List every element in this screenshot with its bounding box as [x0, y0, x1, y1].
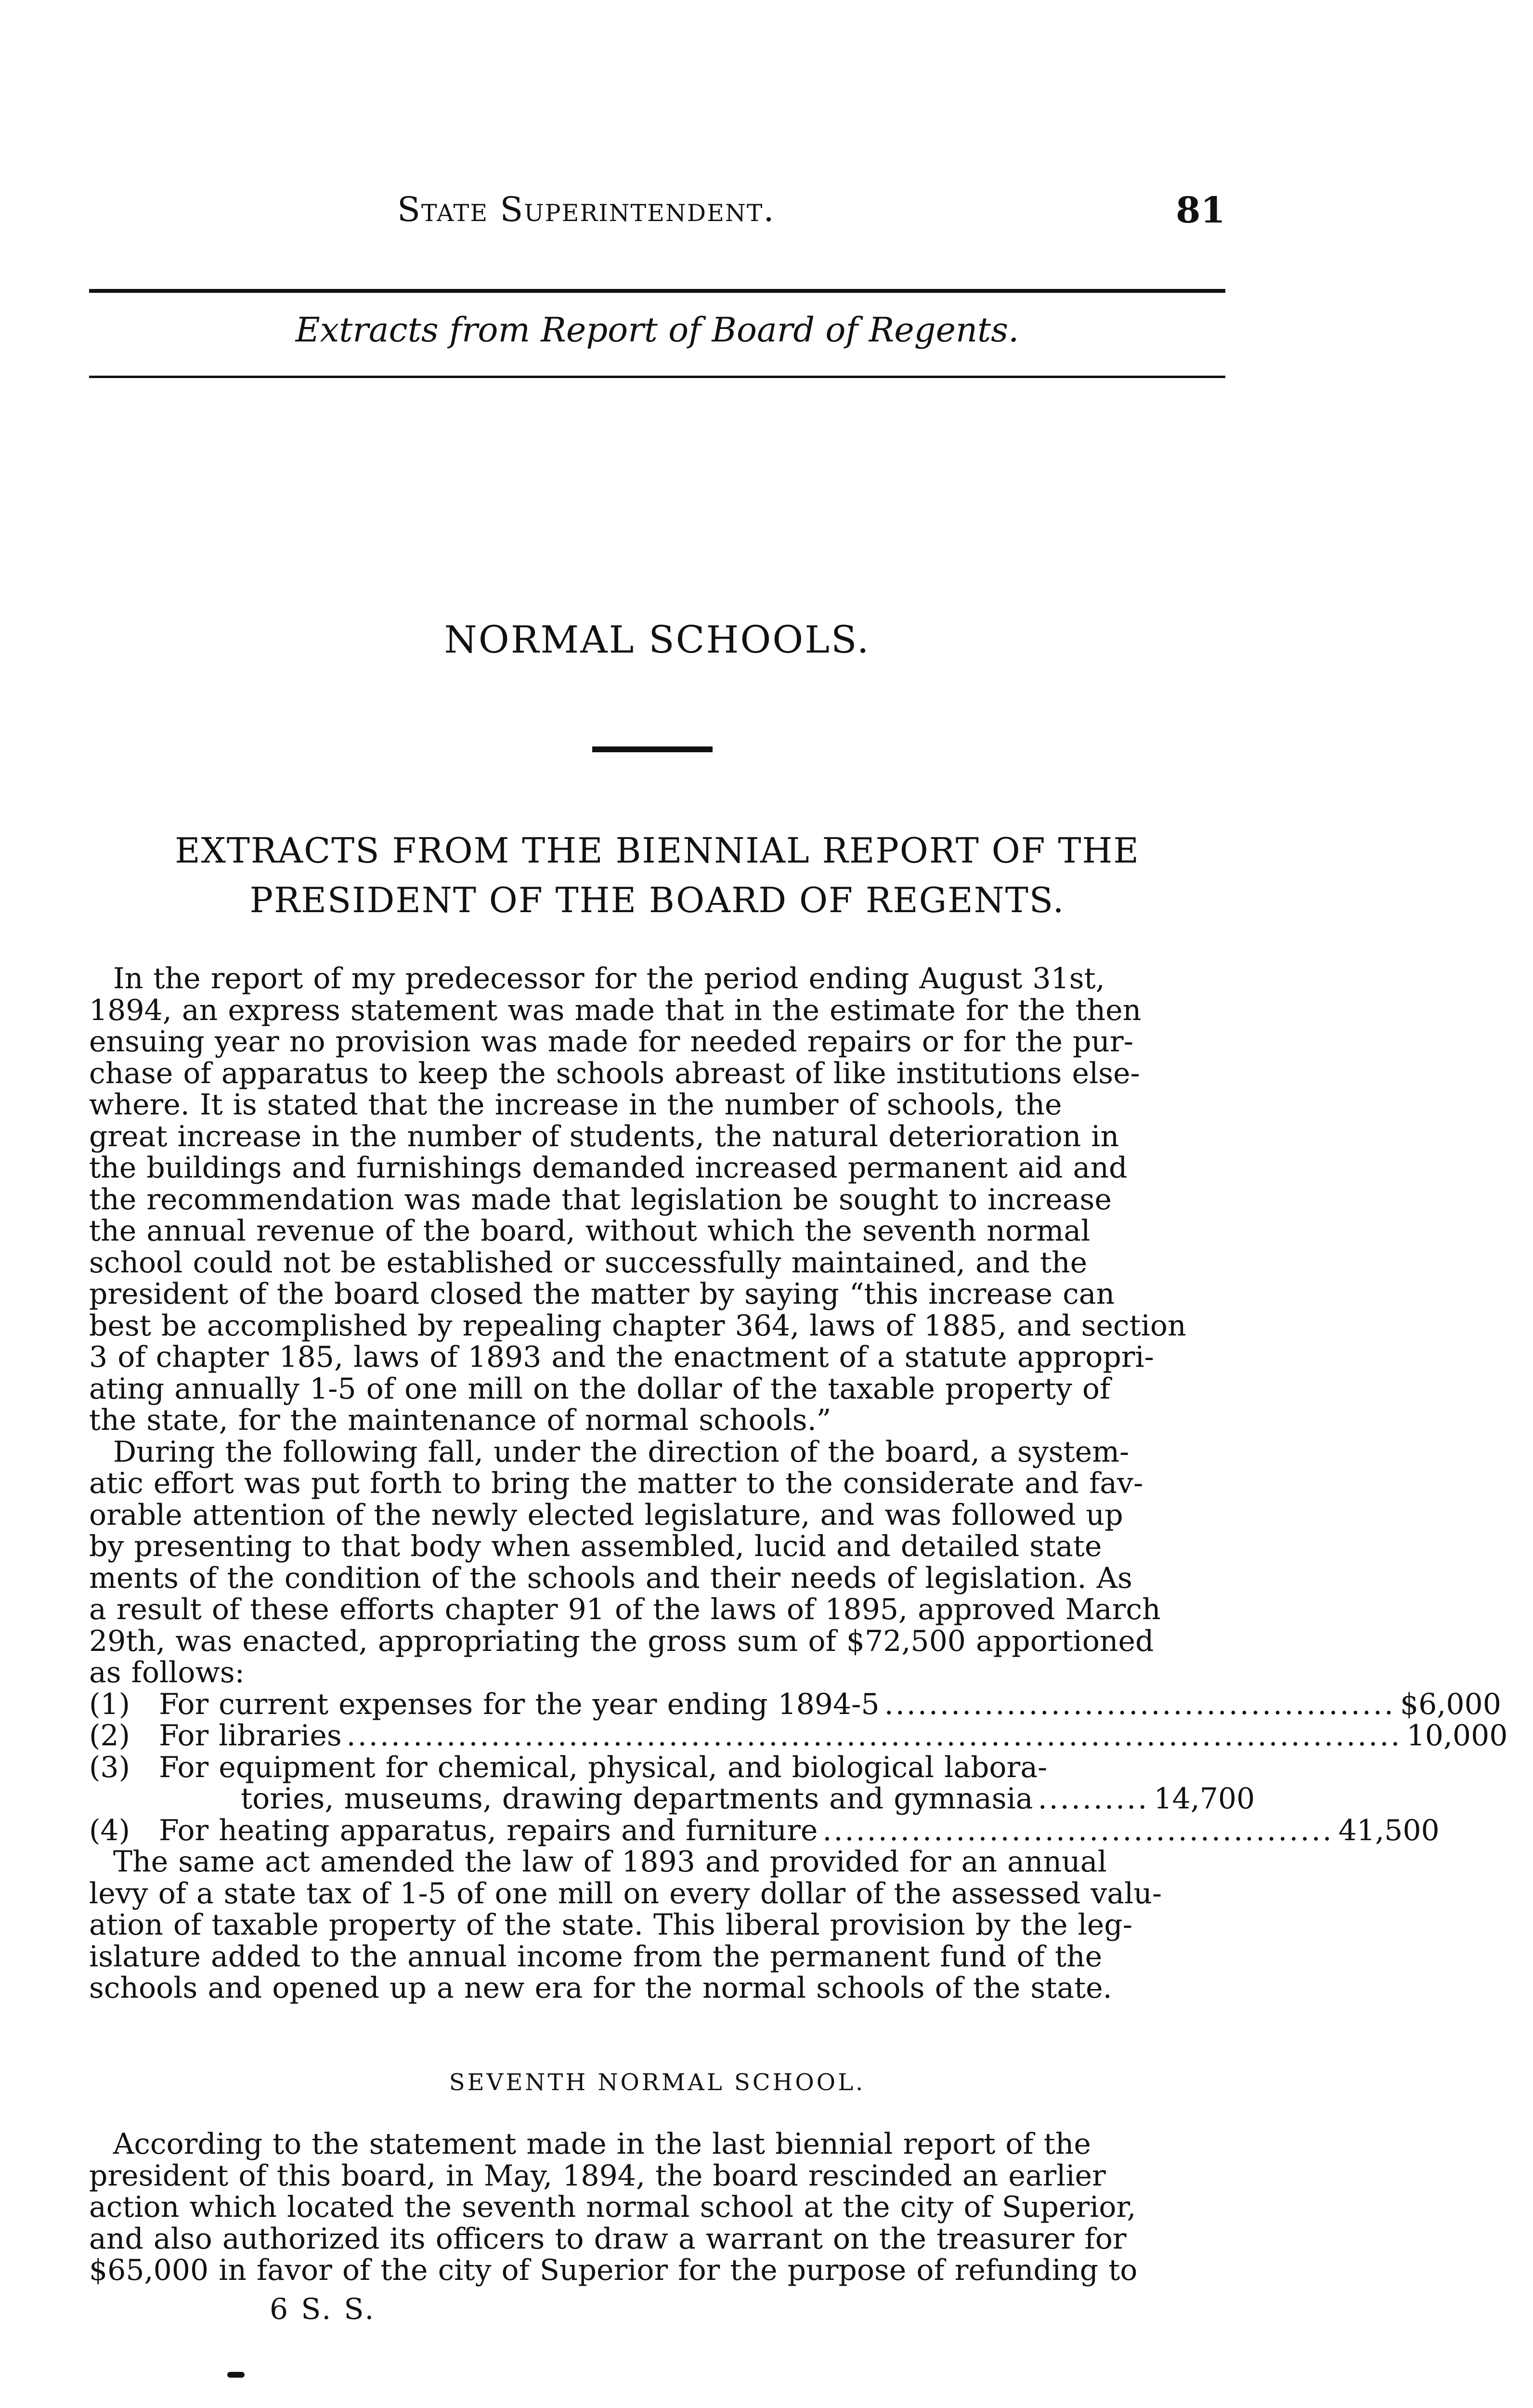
report-title-line-1: EXTRACTS FROM THE BIENNIAL REPORT OF THE: [175, 830, 1140, 871]
running-title: State Superintendent.: [397, 190, 775, 229]
paragraph-line: During the following fall, under the direction of the board, a system-: [113, 1435, 1130, 1469]
paragraph-line: best be accomplished by repealing chapter 364, laws of 1885, and section: [89, 1309, 1186, 1343]
appropriations-list: [89, 1687, 1508, 1847]
paragraph-1: [89, 963, 1225, 1437]
paragraph-line: chase of apparatus to keep the schools abreast of like institutions else-: [89, 1056, 1140, 1090]
paragraph-2: [89, 1437, 1225, 1689]
item-amount: 14,700: [1154, 1782, 1255, 1816]
item-amount: 41,500: [1338, 1813, 1440, 1847]
paragraph-line: the annual revenue of the board, without which the seventh normal: [89, 1214, 1091, 1248]
paragraph-line: by presenting to that body when assembled, lucid and detailed state: [89, 1530, 1102, 1563]
item-number: (2): [89, 1719, 130, 1753]
paragraph-line: ments of the condition of the schools and their needs of legislation. As: [89, 1561, 1132, 1595]
chapter-heading: NORMAL SCHOOLS.: [444, 618, 870, 662]
dot-leader: ..............................................: [822, 1813, 1334, 1847]
paragraph-line: ensuing year no provision was made for needed repairs or for the pur-: [89, 1025, 1133, 1059]
report-title: [89, 826, 1225, 925]
paragraph-line: According to the statement made in the last biennial report of the: [113, 2127, 1091, 2161]
paragraph-line: ation of taxable property of the state. This liberal provision by the leg-: [89, 1908, 1132, 1942]
paragraph-line: and also authorized its officers to draw a warrant on the treasurer for: [89, 2222, 1127, 2256]
header-rule-top: [89, 289, 1225, 293]
paragraph-line: president of this board, in May, 1894, the board rescinded an earlier: [89, 2159, 1106, 2193]
paragraph-line: the state, for the maintenance of normal schools.”: [89, 1403, 831, 1437]
item-number: (1): [89, 1687, 130, 1721]
item-label: For heating apparatus, repairs and furniture: [159, 1813, 818, 1847]
paragraph-line: The same act amended the law of 1893 and provided for an annual: [113, 1845, 1107, 1879]
paragraph-line: the buildings and furnishings demanded increased permanent aid and: [89, 1151, 1128, 1185]
item-label: For current expenses for the year ending 1894-5: [159, 1687, 880, 1721]
list-item-continuation: [89, 1782, 1255, 1816]
item-amount: $6,000: [1400, 1687, 1501, 1721]
header-rule-bottom: [89, 376, 1225, 378]
paragraph-line: where. It is stated that the increase in the number of schools, the: [89, 1088, 1062, 1122]
ink-speck: [227, 2372, 245, 2378]
report-title-line-2: PRESIDENT OF THE BOARD OF REGENTS.: [249, 880, 1065, 920]
dot-leader: ..............................................: [884, 1687, 1395, 1721]
paragraph-line: orable attention of the newly elected legislature, and was followed up: [89, 1498, 1123, 1532]
list-item: [89, 1813, 1440, 1847]
dot-leader: ...............................................................................................: [346, 1719, 1402, 1753]
item-label: For libraries: [159, 1719, 342, 1753]
paragraph-line: schools and opened up a new era for the normal schools of the state.: [89, 1971, 1112, 2005]
signature-mark: 6 S. S.: [270, 2292, 376, 2326]
paragraph-line: 29th, was enacted, appropriating the gross sum of $72,500 apportioned: [89, 1624, 1154, 1658]
item-number: (3): [89, 1750, 130, 1784]
list-item: [89, 1687, 1501, 1721]
paragraph-3: [89, 1846, 1225, 2004]
paragraph-line: as follows:: [89, 1656, 245, 1689]
paragraph-line: atic effort was put forth to bring the matter to the considerate and fav-: [89, 1466, 1143, 1500]
paragraph-line: school could not be established or successfully maintained, and the: [89, 1245, 1088, 1280]
item-number: (4): [89, 1813, 130, 1847]
list-item: [89, 1719, 1508, 1753]
running-header: [89, 190, 1225, 246]
page-number: 81: [1176, 190, 1225, 231]
item-label-continued: tories, museums, drawing departments and gymnasia: [241, 1782, 1033, 1816]
paragraph-line: president of the board closed the matter by saying “this increase can: [89, 1277, 1115, 1311]
section-subheading: SEVENTH NORMAL SCHOOL.: [449, 2069, 866, 2096]
paragraph-line: the recommendation was made that legislation be sought to increase: [89, 1182, 1112, 1217]
body-text: [89, 962, 1508, 2005]
paragraph-4: [89, 2129, 1225, 2287]
item-amount: 10,000: [1406, 1719, 1508, 1753]
paragraph-line: action which located the seventh normal school at the city of Superior,: [89, 2190, 1136, 2224]
paragraph-line: ating annually 1-5 of one mill on the dollar of the taxable property of: [89, 1372, 1111, 1406]
paragraph-line: $65,000 in favor of the city of Superior for the purpose of refunding to: [89, 2253, 1138, 2287]
paragraph-line: 3 of chapter 185, laws of 1893 and the enactment of a statute appropri-: [89, 1340, 1154, 1374]
section-title: Extracts from Report of Board of Regents.: [295, 310, 1019, 350]
paragraph-line: levy of a state tax of 1-5 of one mill on every dollar of the assessed valu-: [89, 1876, 1162, 1911]
list-item: [89, 1752, 1225, 1784]
paragraph-line: islature added to the annual income from the permanent fund of the: [89, 1939, 1103, 1974]
dot-leader: ..........: [1038, 1782, 1149, 1816]
paragraph-line: In the report of my predecessor for the period ending August 31st,: [113, 962, 1105, 995]
paragraph-line: a result of these efforts chapter 91 of the laws of 1895, approved March: [89, 1593, 1161, 1626]
heading-divider: [592, 746, 713, 752]
paragraph-line: great increase in the number of students, the natural deterioration in: [89, 1119, 1119, 1153]
item-label: For equipment for chemical, physical, and biological labora-: [159, 1750, 1048, 1784]
paragraph-line: 1894, an express statement was made that in the estimate for the then: [89, 993, 1142, 1027]
